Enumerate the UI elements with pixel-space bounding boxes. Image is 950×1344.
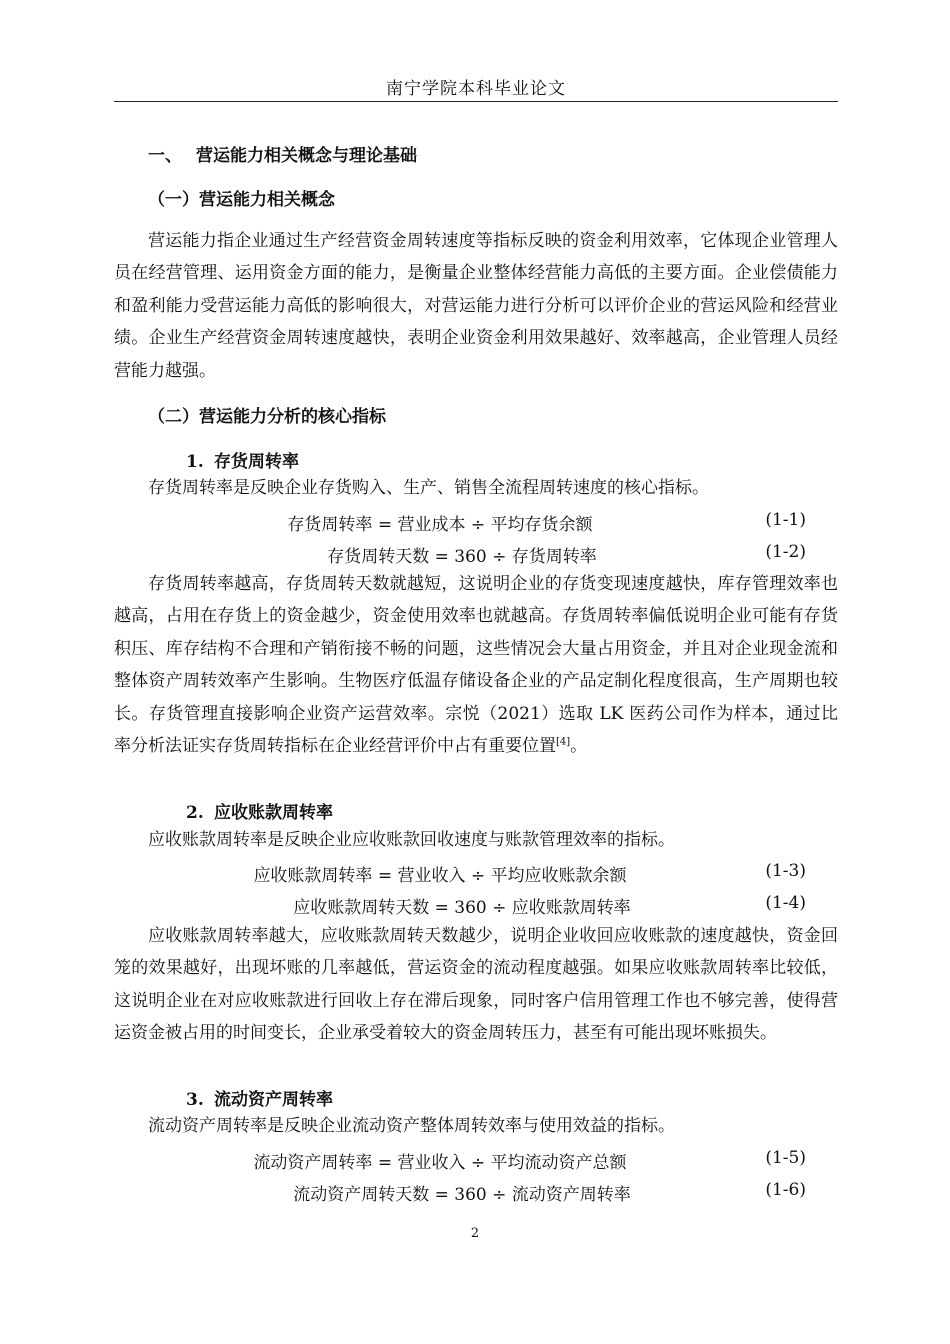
subsection-heading-2: （二）营运能力分析的核心指标 (148, 407, 386, 427)
equation-expression: 流动资产周转天数 = 360 ÷ 流动资产周转率 (293, 1185, 631, 1205)
item-title: 流动资产周转率 (214, 1090, 333, 1110)
equation-number: (1-3) (765, 861, 806, 881)
item-heading-3 (186, 1085, 333, 1110)
item2-intro: 应收账款周转率是反映企业应收账款回收速度与账款管理效率的指标。 (148, 830, 675, 850)
equation-number: (1-1) (765, 510, 806, 530)
citation: [4] (556, 736, 571, 748)
equation-1-4 (114, 889, 838, 921)
item2-body: 应收账款周转率越大，应收账款周转天数越少，说明企业收回应收账款的速度越快，资金回笼的效果越好，出现坏账的几率越低，营运资金的流动程度越强。如果应收账款周转率比较低，这说明企业在对应收账款进行回收上存在滞后现象，同时客户信用管理工作也不够完善，使得营运资金被占用的时间变长，企业承受着较大的资金周转压力，甚至有可能出现坏账损失。 (114, 926, 838, 1044)
item1-intro: 存货周转率是反映企业存货购入、生产、销售全流程周转速度的核心指标。 (148, 478, 709, 498)
item-number: 2. (186, 803, 204, 823)
item-heading-2 (186, 798, 333, 823)
item1-body (114, 568, 838, 762)
item-title: 应收账款周转率 (214, 803, 333, 823)
equation-1-1 (114, 506, 838, 538)
item-number: 3. (186, 1090, 204, 1110)
header-rule (114, 101, 838, 102)
equation-1-5 (114, 1144, 838, 1176)
equation-number: (1-6) (765, 1180, 806, 1200)
equation-expression: 流动资产周转率 = 营业收入 ÷ 平均流动资产总额 (253, 1153, 627, 1173)
equation-number: (1-2) (765, 542, 806, 562)
item1-body-end: 。 (570, 736, 588, 757)
section-number: 一、 (148, 146, 182, 166)
page-number: 2 (470, 1226, 480, 1241)
equation-expression: 存货周转天数 = 360 ÷ 存货周转率 (327, 547, 597, 567)
item3-intro: 流动资产周转率是反映企业流动资产整体周转效率与使用效益的指标。 (148, 1116, 675, 1136)
equation-expression: 应收账款周转天数 = 360 ÷ 应收账款周转率 (293, 898, 631, 918)
item-title: 存货周转率 (214, 452, 299, 472)
paragraph-concept: 营运能力指企业通过生产经营资金周转速度等指标反映的资金利用效率，它体现企业管理人员在经营管理、运用资金方面的能力，是衡量企业整体经营能力高低的主要方面。企业偿债能力和盈利能力受营运能力高低的影响很大，对营运能力进行分析可以评价企业的营运风险和经营业绩。企业生产经营资金周转速度越快，表明企业资金利用效果越好、效率越高，企业管理人员经营能力越强。 (114, 231, 838, 381)
equation-number: (1-4) (765, 893, 806, 913)
equation-1-2 (114, 538, 838, 570)
equation-number: (1-5) (765, 1148, 806, 1168)
section-title: 营运能力相关概念与理论基础 (196, 146, 417, 166)
equation-expression: 存货周转率 = 营业成本 ÷ 平均存货余额 (287, 515, 593, 535)
item1-body-text: 存货周转率越高，存货周转天数就越短，这说明企业的存货变现速度越快，库存管理效率也越高，占用在存货上的资金越少，资金使用效率也就越高。存货周转率偏低说明企业可能有存货积压、库存结构不合理和产销衔接不畅的问题，这些情况会大量占用资金，并且对企业现金流和整体资产周转效率产生影响。生物医疗低温存储设备企业的产品定制化程度很高，生产周期也较长。存货管理直接影响企业资产运营效率。宗悦（2021）选取 LK 医药公司作为样本，通过比率分析法证实存货周转指标在企业经营评价中占有重要位置 (114, 574, 838, 757)
subsection-heading-1: （一）营运能力相关概念 (148, 190, 335, 210)
item-number: 1. (186, 452, 204, 472)
running-header: 南宁学院本科毕业论文 (386, 79, 566, 99)
item-heading-1 (186, 447, 299, 472)
section-heading (148, 141, 417, 166)
equation-expression: 应收账款周转率 = 营业收入 ÷ 平均应收账款余额 (253, 866, 627, 886)
equation-1-6 (114, 1176, 838, 1208)
equation-1-3 (114, 857, 838, 889)
